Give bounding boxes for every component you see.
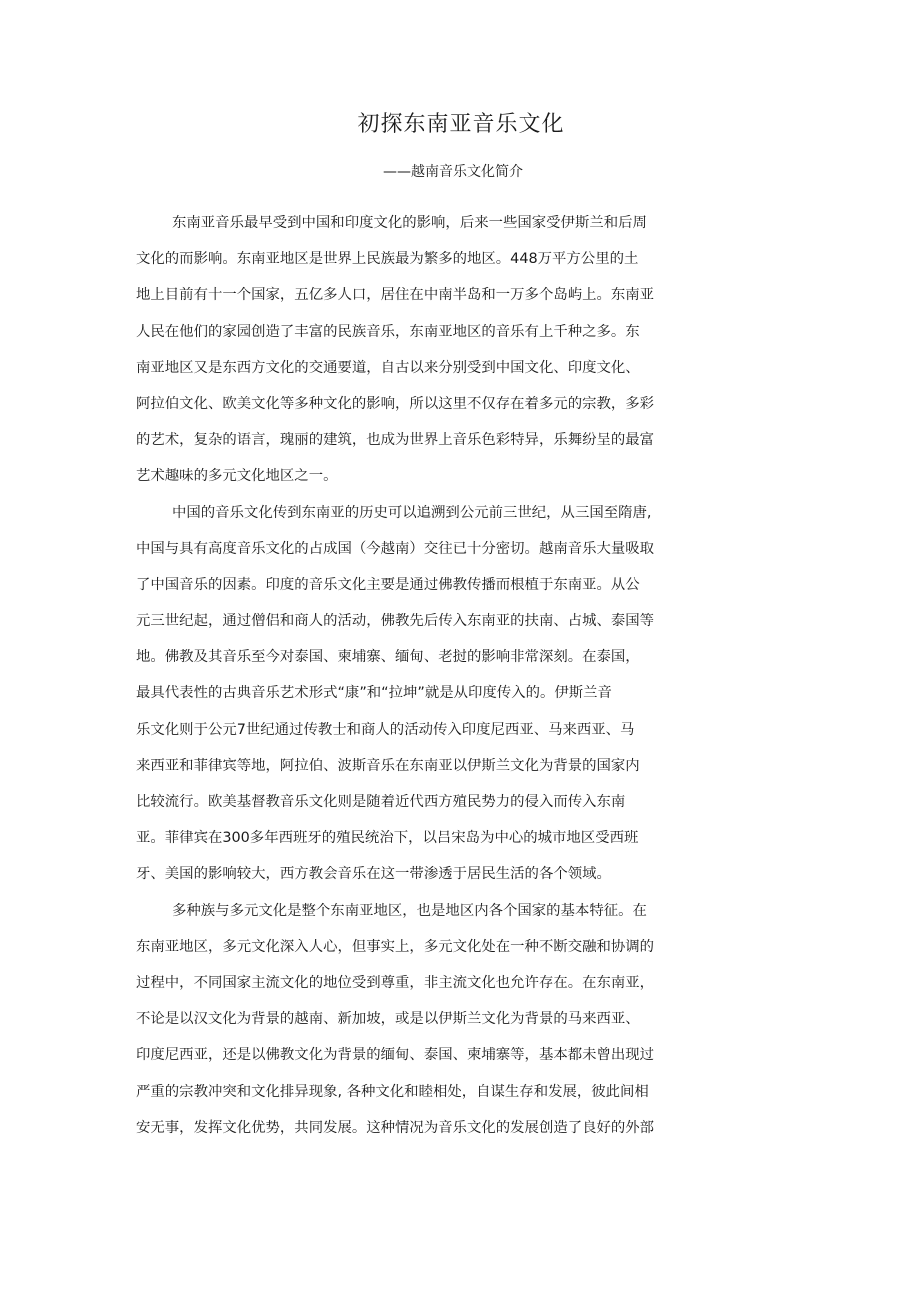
- page-title: 初探东南亚音乐文化: [357, 112, 565, 137]
- paragraph-line: 中国与具有高度音乐文化的占成国（今越南）交往已十分密切。越南音乐大量吸取: [136, 540, 655, 557]
- body-text: [136, 205, 696, 1146]
- paragraph-line: 印度尼西亚，还是以佛教文化为背景的缅甸、泰国、柬埔寨等，基本都未曾出现过: [136, 1047, 655, 1064]
- paragraph-line: 了中国音乐的因素。印度的音乐文化主要是通过佛教传播而根植于东南亚。从公: [136, 576, 640, 593]
- paragraph-line: 的艺术，复杂的语言，瑰丽的建筑，也成为世界上音乐色彩特异，乐舞纷呈的最富: [136, 432, 655, 449]
- paragraph-line: 安无事，发挥文化优势，共同发展。这种情况为音乐文化的发展创造了良好的外部: [136, 1119, 655, 1136]
- paragraph-line: 中国的音乐文化传到东南亚的历史可以追溯到公元前三世纪，从三国至隋唐,: [172, 504, 652, 521]
- paragraph-line: 艺术趣味的多元文化地区之一。: [136, 468, 338, 485]
- paragraph-line: 来西亚和菲律宾等地，阿拉伯、波斯音乐在东南亚以伊斯兰文化为背景的国家内: [136, 757, 640, 774]
- paragraph-line: 地。佛教及其音乐至今对泰国、柬埔寨、缅甸、老挝的影响非常深刻。在泰国，: [136, 649, 640, 666]
- paragraph-line: 最具代表性的古典音乐艺术形式“康”和“拉坤”就是从印度传入的。伊斯兰音: [136, 685, 612, 702]
- paragraph-line: 多种族与多元文化是整个东南亚地区，也是地区内各个国家的基本特征。在: [172, 902, 647, 919]
- paragraph-line: 比较流行。欧美基督教音乐文化则是随着近代西方殖民势力的侵入而传入东南: [136, 794, 626, 810]
- paragraph-3: [136, 893, 696, 1146]
- paragraph-line: 东南亚音乐最早受到中国和印度文化的影响，后来一些国家受伊斯兰和后周: [172, 215, 647, 231]
- paragraph-line: 阿拉伯文化、欧美文化等多种文化的影响，所以这里不仅存在着多元的宗教，多彩: [136, 395, 655, 412]
- paragraph-line: 南亚地区又是东西方文化的交通要道，自古以来分别受到中国文化、印度文化、: [136, 359, 640, 376]
- paragraph-line: 人民在他们的家园创造了丰富的民族音乐，东南亚地区的音乐有上千种之多。东: [136, 323, 640, 340]
- paragraph-2: [136, 495, 696, 893]
- paragraph-line: 乐文化则于公元7世纪通过传教士和商人的活动传入印度尼西亚、马来西亚、马: [136, 721, 635, 738]
- paragraph-1: [136, 205, 696, 495]
- paragraph-line: 严重的宗教冲突和文化排异现象, 各种文化和睦相处，自谋生存和发展，彼此间相: [136, 1083, 649, 1100]
- paragraph-line: 元三世纪起，通过僧侣和商人的活动，佛教先后传入东南亚的扶南、占城、泰国等: [136, 613, 655, 630]
- paragraph-line: 地上目前有十一个国家，五亿多人口，居住在中南半岛和一万多个岛屿上。东南亚: [136, 287, 655, 304]
- paragraph-line: 亚。菲律宾在300多年西班牙的殖民统治下，以吕宋岛为中心的城市地区受西班: [136, 830, 639, 847]
- paragraph-line: 文化的而影响。东南亚地区是世界上民族最为繁多的地区。448万平方公里的土: [136, 251, 639, 268]
- paragraph-line: 牙、美国的影响较大，西方教会音乐在这一带渗透于居民生活的各个领域。: [136, 866, 611, 883]
- paragraph-line: 东南亚地区，多元文化深入人心，但事实上，多元文化处在一种不断交融和协调的: [136, 938, 655, 955]
- page-subtitle: ——越南音乐文化简介: [383, 164, 523, 180]
- paragraph-line: 不论是以汉文化为背景的越南、新加坡，或是以伊斯兰文化为背景的马来西亚、: [136, 1011, 640, 1028]
- paragraph-line: 过程中，不同国家主流文化的地位受到尊重，非主流文化也允许存在。在东南亚，: [136, 974, 655, 991]
